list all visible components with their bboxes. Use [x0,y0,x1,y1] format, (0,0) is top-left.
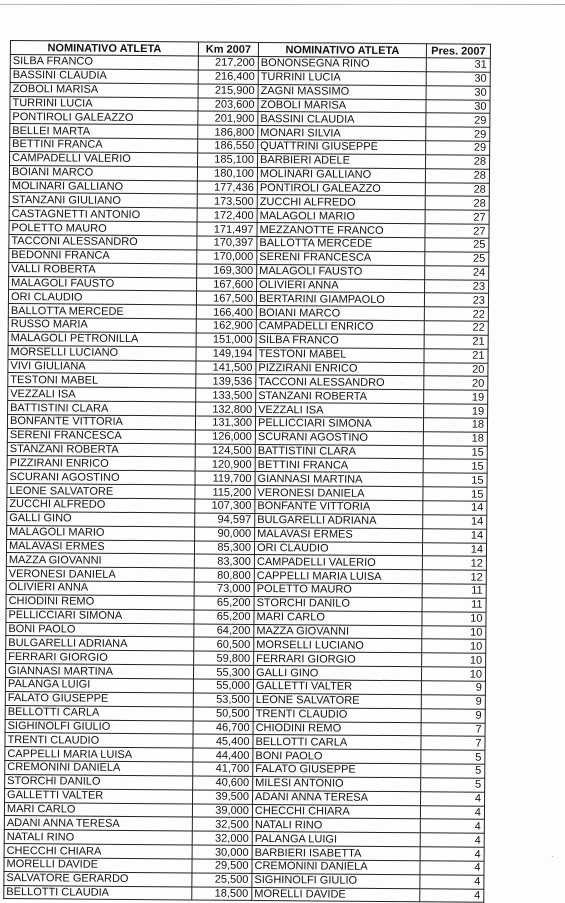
km-value: 172,400 [197,208,257,222]
km-value: 53,500 [193,693,253,707]
athlete-name-km: OLIVIERI ANNA [6,581,194,596]
scan-top-edge [0,4,565,5]
athlete-name-pres: CHIODINI REMO [253,721,421,736]
athlete-name-pres: NATALI RINO [252,818,420,833]
km-value: 65,200 [194,596,254,610]
athlete-name-km: GIANNASI MARTINA [5,664,193,679]
athlete-name-pres: BERTARINI GIAMPAOLO [256,292,424,307]
pres-value: 15 [423,487,487,501]
km-value: 115,200 [195,485,255,499]
pres-value: 9 [421,708,485,722]
pres-value: 19 [424,390,488,404]
athlete-name-km: ZUCCHI ALFREDO [7,497,195,512]
athlete-name-pres: TACCONI ALESSANDRO [256,375,424,390]
athlete-name-pres: GIANNASI MARTINA [255,472,423,487]
pres-value: 9 [421,695,485,709]
km-value: 126,000 [195,430,255,444]
km-value: 59,800 [194,651,254,665]
table-row [4,885,484,903]
pres-value: 4 [420,875,484,889]
athlete-name-pres: BARBIERI ISABETTA [252,846,420,861]
km-value: 60,500 [194,637,254,651]
km-value: 40,600 [193,776,253,790]
pres-value: 23 [425,279,489,293]
pres-value: 23 [424,293,488,307]
athlete-name-km: STANZANI GIULIANO [9,193,197,208]
km-value: 186,550 [198,139,258,153]
athlete-name-km: MALAGOLI MARIO [7,525,195,540]
km-value: 83,300 [194,554,254,568]
pres-value: 10 [422,653,486,667]
athlete-name-pres: VEZZALI ISA [256,403,424,418]
pres-value: 4 [420,888,484,902]
km-value: 25,500 [192,873,252,887]
athlete-name-km: BELLEI MARTA [10,124,198,139]
pres-value: 11 [422,598,486,612]
athlete-name-pres: CAPPELLI MARIA LUISA [254,569,422,584]
km-value: 217,200 [198,56,258,70]
athlete-name-pres: BONONSEGNA RINO [258,56,426,71]
pres-value: 22 [424,321,488,335]
km-value: 94,597 [195,513,255,527]
km-value: 162,900 [196,319,256,333]
athlete-name-pres: GALLETTI VALTER [253,679,421,694]
km-value: 141,500 [196,361,256,375]
athlete-name-km: MAZZA GIOVANNI [6,553,194,568]
km-value: 215,900 [198,84,258,98]
pres-value: 27 [425,210,489,224]
athlete-name-km: MALAGOLI FAUSTO [9,276,197,291]
km-value: 173,500 [197,194,257,208]
athlete-name-pres: MONARI SILVIA [258,126,426,141]
athlete-name-km: MORELLI DAVIDE [4,857,192,872]
km-value: 85,300 [194,540,254,554]
km-value: 55,000 [193,679,253,693]
athlete-name-pres: MALAGOLI MARIO [257,209,425,224]
km-value: 133,500 [196,388,256,402]
pres-value: 25 [425,252,489,266]
pres-value: 31 [426,58,490,72]
pres-value: 19 [424,404,488,418]
km-value: 131,300 [195,416,255,430]
athlete-name-km: BASSINI CLAUDIA [10,68,198,83]
athlete-name-pres: QUATTRINI GIUSEPPE [258,140,426,155]
athlete-name-km: CHECCHI CHIARA [4,844,192,859]
athlete-name-pres: PIZZIRANI ENRICO [256,361,424,376]
athlete-name-pres: MALAGOLI FAUSTO [257,264,425,279]
athlete-name-km: CAPPELLI MARIA LUISA [5,747,193,762]
pres-value: 28 [425,196,489,210]
athlete-name-pres: SILBA FRANCO [256,333,424,348]
km-value: 185,100 [198,153,258,167]
athlete-name-pres: MILESI ANTONIO [253,776,421,791]
athlete-name-km: GALLETTI VALTER [5,788,193,803]
athlete-name-pres: ZOBOLI MARISA [258,98,426,113]
pres-value: 14 [422,542,486,556]
pres-value: 20 [424,376,488,390]
athlete-name-pres: PALANGA LUIGI [252,832,420,847]
km-value: 29,500 [192,859,252,873]
athlete-name-pres: BATTISTINI CLARA [255,444,423,459]
pres-value: 4 [420,805,484,819]
pres-value: 22 [424,307,488,321]
athlete-name-km: SCURANI AGOSTINO [7,470,195,485]
athlete-name-km: CASTAGNETTI ANTONIO [9,207,197,222]
athlete-table [3,40,491,903]
athlete-name-km: VIVI GIULIANA [8,359,196,374]
km-value: 64,200 [194,624,254,638]
athlete-name-km: BALLOTTA MERCEDE [8,304,196,319]
scan-speck: · [551,852,554,861]
pres-value: 29 [426,141,490,155]
pres-value: 10 [422,612,486,626]
pres-value: 15 [423,459,487,473]
athlete-name-km: CHIODINI REMO [6,594,194,609]
pres-value: 14 [423,515,487,529]
athlete-name-km: TACCONI ALESSANDRO [9,234,197,249]
athlete-name-km: TESTONI MABEL [8,373,196,388]
athlete-name-pres: BONI PAOLO [253,749,421,764]
km-value: 167,500 [196,291,256,305]
athlete-name-pres: SCURANI AGOSTINO [255,430,423,445]
km-value: 167,600 [197,277,257,291]
athlete-name-km: SERENI FRANCESCA [7,428,195,443]
athlete-name-pres: TURRINI LUCIA [258,70,426,85]
pres-value: 4 [421,791,485,805]
athlete-name-km: PALANGA LUIGI [5,677,193,692]
athlete-name-km: GALLI GINO [7,511,195,526]
athlete-name-pres: BULGARELLI ADRIANA [255,513,423,528]
athlete-name-pres: BELLOTTI CARLA [253,735,421,750]
athlete-name-km: PELLICCIARI SIMONA [6,608,194,623]
pres-value: 12 [422,556,486,570]
athlete-name-km: STANZANI ROBERTA [7,442,195,457]
athlete-name-pres: STANZANI ROBERTA [256,389,424,404]
athlete-name-pres: POLETTO MAURO [254,582,422,597]
athlete-name-km: TURRINI LUCIA [10,96,198,111]
pres-value: 18 [423,432,487,446]
athlete-name-pres: MOLINARI GALLIANO [257,167,425,182]
km-value: 18,500 [192,887,252,901]
pres-value: 21 [424,335,488,349]
athlete-name-km: BULGARELLI ADRIANA [6,636,194,651]
athlete-name-pres: MORELLI DAVIDE [252,887,420,902]
pres-value: 4 [420,847,484,861]
athlete-name-pres: PELLICCIARI SIMONA [255,416,423,431]
athlete-name-pres: GALLI GINO [253,666,421,681]
km-value: 216,400 [198,70,258,84]
pres-value: 25 [425,238,489,252]
athlete-name-km: SALVATORE GERARDO [4,871,192,886]
km-value: 151,000 [196,333,256,347]
pres-value: 30 [426,85,490,99]
km-value: 39,500 [193,790,253,804]
pres-value: 7 [421,736,485,750]
pres-value: 27 [425,224,489,238]
km-value: 201,900 [198,111,258,125]
athlete-sheet [3,40,490,903]
km-value: 171,497 [197,222,257,236]
athlete-name-pres: MORSELLI LUCIANO [254,638,422,653]
pres-value: 4 [420,833,484,847]
athlete-name-pres: BASSINI CLAUDIA [258,112,426,127]
km-value: 203,600 [198,98,258,112]
athlete-name-km: NATALI RINO [4,830,192,845]
pres-value: 9 [421,681,485,695]
athlete-name-km: PONTIROLI GALEAZZO [10,110,198,125]
athlete-name-km: BATTISTINI CLARA [8,401,196,416]
athlete-name-pres: VERONESI DANIELA [255,486,423,501]
km-value: 166,400 [196,305,256,319]
km-value: 180,100 [197,167,257,181]
pres-value: 29 [426,113,490,127]
athlete-name-pres: CAMPADELLI ENRICO [256,319,424,334]
km-value: 39,000 [192,804,252,818]
athlete-name-pres: BOIANI MARCO [256,306,424,321]
athlete-name-pres: CAMPADELLI VALERIO [254,555,422,570]
pres-value: 12 [422,570,486,584]
athlete-name-pres: FALATO GIUSEPPE [253,762,421,777]
pres-value: 30 [426,99,490,113]
km-value: 90,000 [195,527,255,541]
km-value: 46,700 [193,720,253,734]
athlete-name-km: TRENTI CLAUDIO [5,733,193,748]
header-km-2007: Km 2007 [198,42,258,56]
athlete-name-km: RUSSO MARIA [8,318,196,333]
athlete-name-km: CREMONINI DANIELA [5,761,193,776]
athlete-name-km: POLETTO MAURO [9,221,197,236]
km-value: 44,400 [193,748,253,762]
km-value: 169,300 [197,264,257,278]
km-value: 177,436 [197,181,257,195]
pres-value: 11 [422,584,486,598]
pres-value: 5 [421,778,485,792]
pres-value: 28 [425,182,489,196]
athlete-name-km: ADANI ANNA TERESA [4,816,192,831]
athlete-name-km: CAMPADELLI VALERIO [10,151,198,166]
athlete-name-pres: LEONE SALVATORE [253,693,421,708]
pres-value: 29 [426,127,490,141]
pres-value: 10 [422,639,486,653]
pres-value: 28 [425,169,489,183]
athlete-name-km: LEONE SALVATORE [7,484,195,499]
athlete-name-km: BONFANTE VITTORIA [7,414,195,429]
km-value: 139,536 [196,374,256,388]
athlete-name-km: FERRARI GIORGIO [6,650,194,665]
athlete-name-km: VEZZALI ISA [8,387,196,402]
athlete-name-km: BETTINI FRANCA [10,138,198,153]
athlete-name-pres: TESTONI MABEL [256,347,424,362]
pres-value: 14 [423,501,487,515]
km-value: 120,900 [195,457,255,471]
km-value: 119,700 [195,471,255,485]
pres-value: 30 [426,72,490,86]
athlete-name-pres: ADANI ANNA TERESA [253,790,421,805]
km-value: 132,800 [196,402,256,416]
pres-value: 14 [423,528,487,542]
km-value: 170,000 [197,250,257,264]
athlete-name-pres: OLIVIERI ANNA [257,278,425,293]
pres-value: 4 [420,819,484,833]
km-value: 149,194 [196,347,256,361]
athlete-name-km: MARI CARLO [4,802,192,817]
km-value: 65,200 [194,610,254,624]
pres-value: 10 [422,625,486,639]
athlete-name-pres: TRENTI CLAUDIO [253,707,421,722]
athlete-name-km: BOIANI MARCO [9,165,197,180]
athlete-name-pres: MARI CARLO [254,610,422,625]
km-value: 80,800 [194,568,254,582]
pres-value: 15 [423,473,487,487]
km-value: 186,800 [198,125,258,139]
athlete-name-pres: MEZZANOTTE FRANCO [257,223,425,238]
km-value: 32,000 [192,831,252,845]
km-value: 45,400 [193,734,253,748]
athlete-name-km: ZOBOLI MARISA [10,82,198,97]
pres-value: 21 [424,348,488,362]
athlete-name-pres: BETTINI FRANCA [255,458,423,473]
athlete-name-km: PIZZIRANI ENRICO [7,456,195,471]
athlete-name-pres: BALLOTTA MERCEDE [257,236,425,251]
header-athlete-km: NOMINATIVO ATLETA [10,41,198,56]
athlete-name-pres: FERRARI GIORGIO [254,652,422,667]
athlete-name-km: SILBA FRANCO [10,55,198,70]
athlete-name-pres: ZUCCHI ALFREDO [257,195,425,210]
athlete-name-km: SIGHINOLFI GIULIO [5,719,193,734]
athlete-name-pres: SERENI FRANCESCA [257,250,425,265]
km-value: 107,300 [195,499,255,513]
athlete-name-pres: BONFANTE VITTORIA [255,499,423,514]
km-value: 124,500 [195,444,255,458]
km-value: 73,000 [194,582,254,596]
pres-value: 20 [424,362,488,376]
km-value: 41,700 [193,762,253,776]
km-value: 55,300 [193,665,253,679]
header-pres-2007: Pres. 2007 [426,44,490,59]
athlete-name-pres: MAZZA GIOVANNI [254,624,422,639]
athlete-name-pres: ZAGNI MASSIMO [258,84,426,99]
pres-value: 7 [421,722,485,736]
pres-value: 10 [421,667,485,681]
athlete-name-km: BONI PAOLO [6,622,194,637]
km-value: 170,397 [197,236,257,250]
km-value: 30,000 [192,845,252,859]
athlete-name-km: BELLOTTI CLAUDIA [4,885,192,900]
athlete-name-pres: CHECCHI CHIARA [252,804,420,819]
athlete-name-km: ORI CLAUDIO [8,290,196,305]
pres-value: 4 [420,861,484,875]
pres-value: 5 [421,764,485,778]
athlete-name-km: FALATO GIUSEPPE [5,691,193,706]
pres-value: 5 [421,750,485,764]
athlete-name-pres: PONTIROLI GALEAZZO [257,181,425,196]
header-athlete-pres: NOMINATIVO ATLETA [258,42,426,57]
athlete-name-pres: CREMONINI DANIELA [252,859,420,874]
athlete-name-pres: BARBIERI ADELE [258,153,426,168]
athlete-name-km: MORSELLI LUCIANO [8,345,196,360]
km-value: 32,500 [192,817,252,831]
pres-value: 18 [423,418,487,432]
athlete-name-pres: ORI CLAUDIO [254,541,422,556]
athlete-name-km: STORCHI DANILO [5,774,193,789]
pres-value: 28 [426,155,490,169]
table-body [4,55,491,903]
athlete-name-pres: MALAVASI ERMES [255,527,423,542]
athlete-name-km: VERONESI DANIELA [6,567,194,582]
pres-value: 24 [425,265,489,279]
athlete-name-km: MALAVASI ERMES [6,539,194,554]
athlete-name-km: MALAGOLI PETRONILLA [8,331,196,346]
pres-value: 15 [423,445,487,459]
athlete-name-km: MOLINARI GALLIANO [9,179,197,194]
athlete-name-km: BELLOTTI CARLA [5,705,193,720]
km-value: 50,500 [193,707,253,721]
athlete-name-pres: SIGHINOLFI GIULIO [252,873,420,888]
athlete-name-km: VALLI ROBERTA [9,262,197,277]
athlete-name-km: BEDONNI FRANCA [9,248,197,263]
athlete-name-pres: STORCHI DANILO [254,596,422,611]
